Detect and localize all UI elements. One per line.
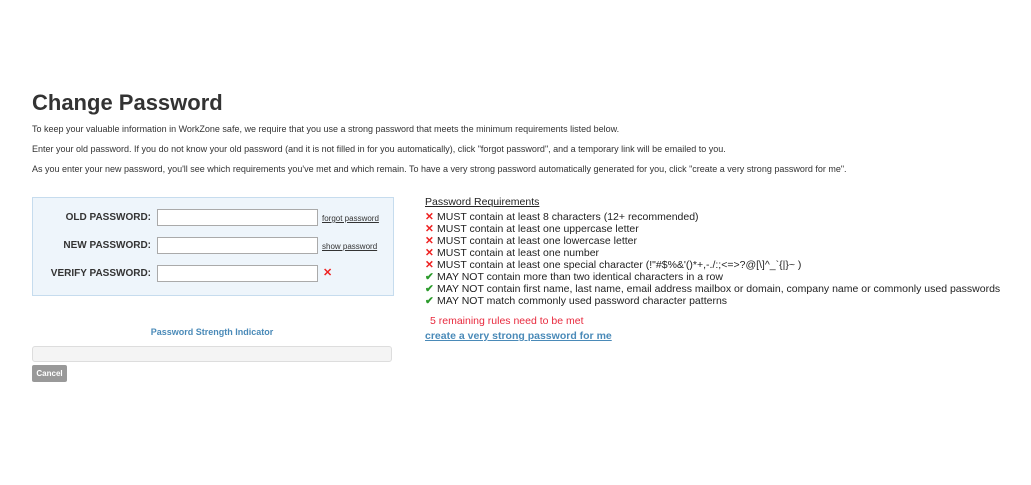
intro-text: To keep your valuable information in WorkZone safe, we require that you use a strong password that meets the minimum requirements listed below. <box>32 124 620 134</box>
requirement-text: MUST contain at least one special character (!"#$%&'()*+,-./:;<=>?@[\]^_`{|}~ ) <box>437 259 802 271</box>
verify-error-icon: ✕ <box>323 267 333 279</box>
requirement-item <box>425 259 801 271</box>
requirement-text: MAY NOT match commonly used password character patterns <box>437 295 728 307</box>
verify-password-label: VERIFY PASSWORD: <box>50 268 151 279</box>
verify-password-input[interactable] <box>157 265 318 282</box>
cross-icon: ✕ <box>425 247 434 259</box>
old-password-input[interactable] <box>157 209 318 226</box>
requirement-text: MUST contain at least one number <box>437 247 600 259</box>
page-title: Change Password <box>32 90 223 115</box>
requirement-item <box>425 247 599 259</box>
requirement-item <box>425 283 1000 295</box>
old-password-label: OLD PASSWORD: <box>65 212 151 223</box>
requirement-item <box>425 271 723 283</box>
requirement-text: MUST contain at least 8 characters (12+ recommended) <box>437 211 699 223</box>
check-icon: ✔ <box>425 271 434 283</box>
remaining-rules-text: 5 remaining rules need to be met <box>430 315 584 327</box>
requirement-item <box>425 223 639 235</box>
cross-icon: ✕ <box>425 259 434 271</box>
requirement-text: MAY NOT contain more than two identical characters in a row <box>437 271 723 283</box>
cross-icon: ✕ <box>425 223 434 235</box>
password-form <box>32 197 394 296</box>
cross-icon: ✕ <box>425 211 434 223</box>
generate-password-link[interactable]: create a very strong password for me <box>425 330 612 342</box>
requirement-text: MUST contain at least one lowercase letter <box>437 235 637 247</box>
cross-icon: ✕ <box>425 235 434 247</box>
cancel-button[interactable]: Cancel <box>32 365 67 382</box>
forgot-password-link[interactable]: forgot password <box>322 214 379 223</box>
requirements-title: Password Requirements <box>425 196 540 208</box>
check-icon: ✔ <box>425 283 434 295</box>
requirement-item <box>425 235 637 247</box>
requirement-text: MUST contain at least one uppercase letter <box>437 223 639 235</box>
intro-text: As you enter your new password, you'll see which requirements you've met and which remain. To have a very strong password automatically generated for you, click "create a very strong password for me". <box>32 164 847 174</box>
show-password-link[interactable]: show password <box>322 242 378 251</box>
check-icon: ✔ <box>425 295 434 307</box>
new-password-label: NEW PASSWORD: <box>63 240 151 251</box>
strength-bar <box>32 346 392 362</box>
new-password-input[interactable] <box>157 237 318 254</box>
requirement-item <box>425 211 699 223</box>
requirement-item <box>425 295 727 307</box>
strength-label: Password Strength Indicator <box>150 327 274 337</box>
intro-text: Enter your old password. If you do not know your old password (and it is not filled in for you automatically), click "forgot password", and a temporary link will be emailed to you. <box>32 144 726 154</box>
requirement-text: MAY NOT contain first name, last name, email address mailbox or domain, company name or commonly used passwords <box>437 283 1001 295</box>
